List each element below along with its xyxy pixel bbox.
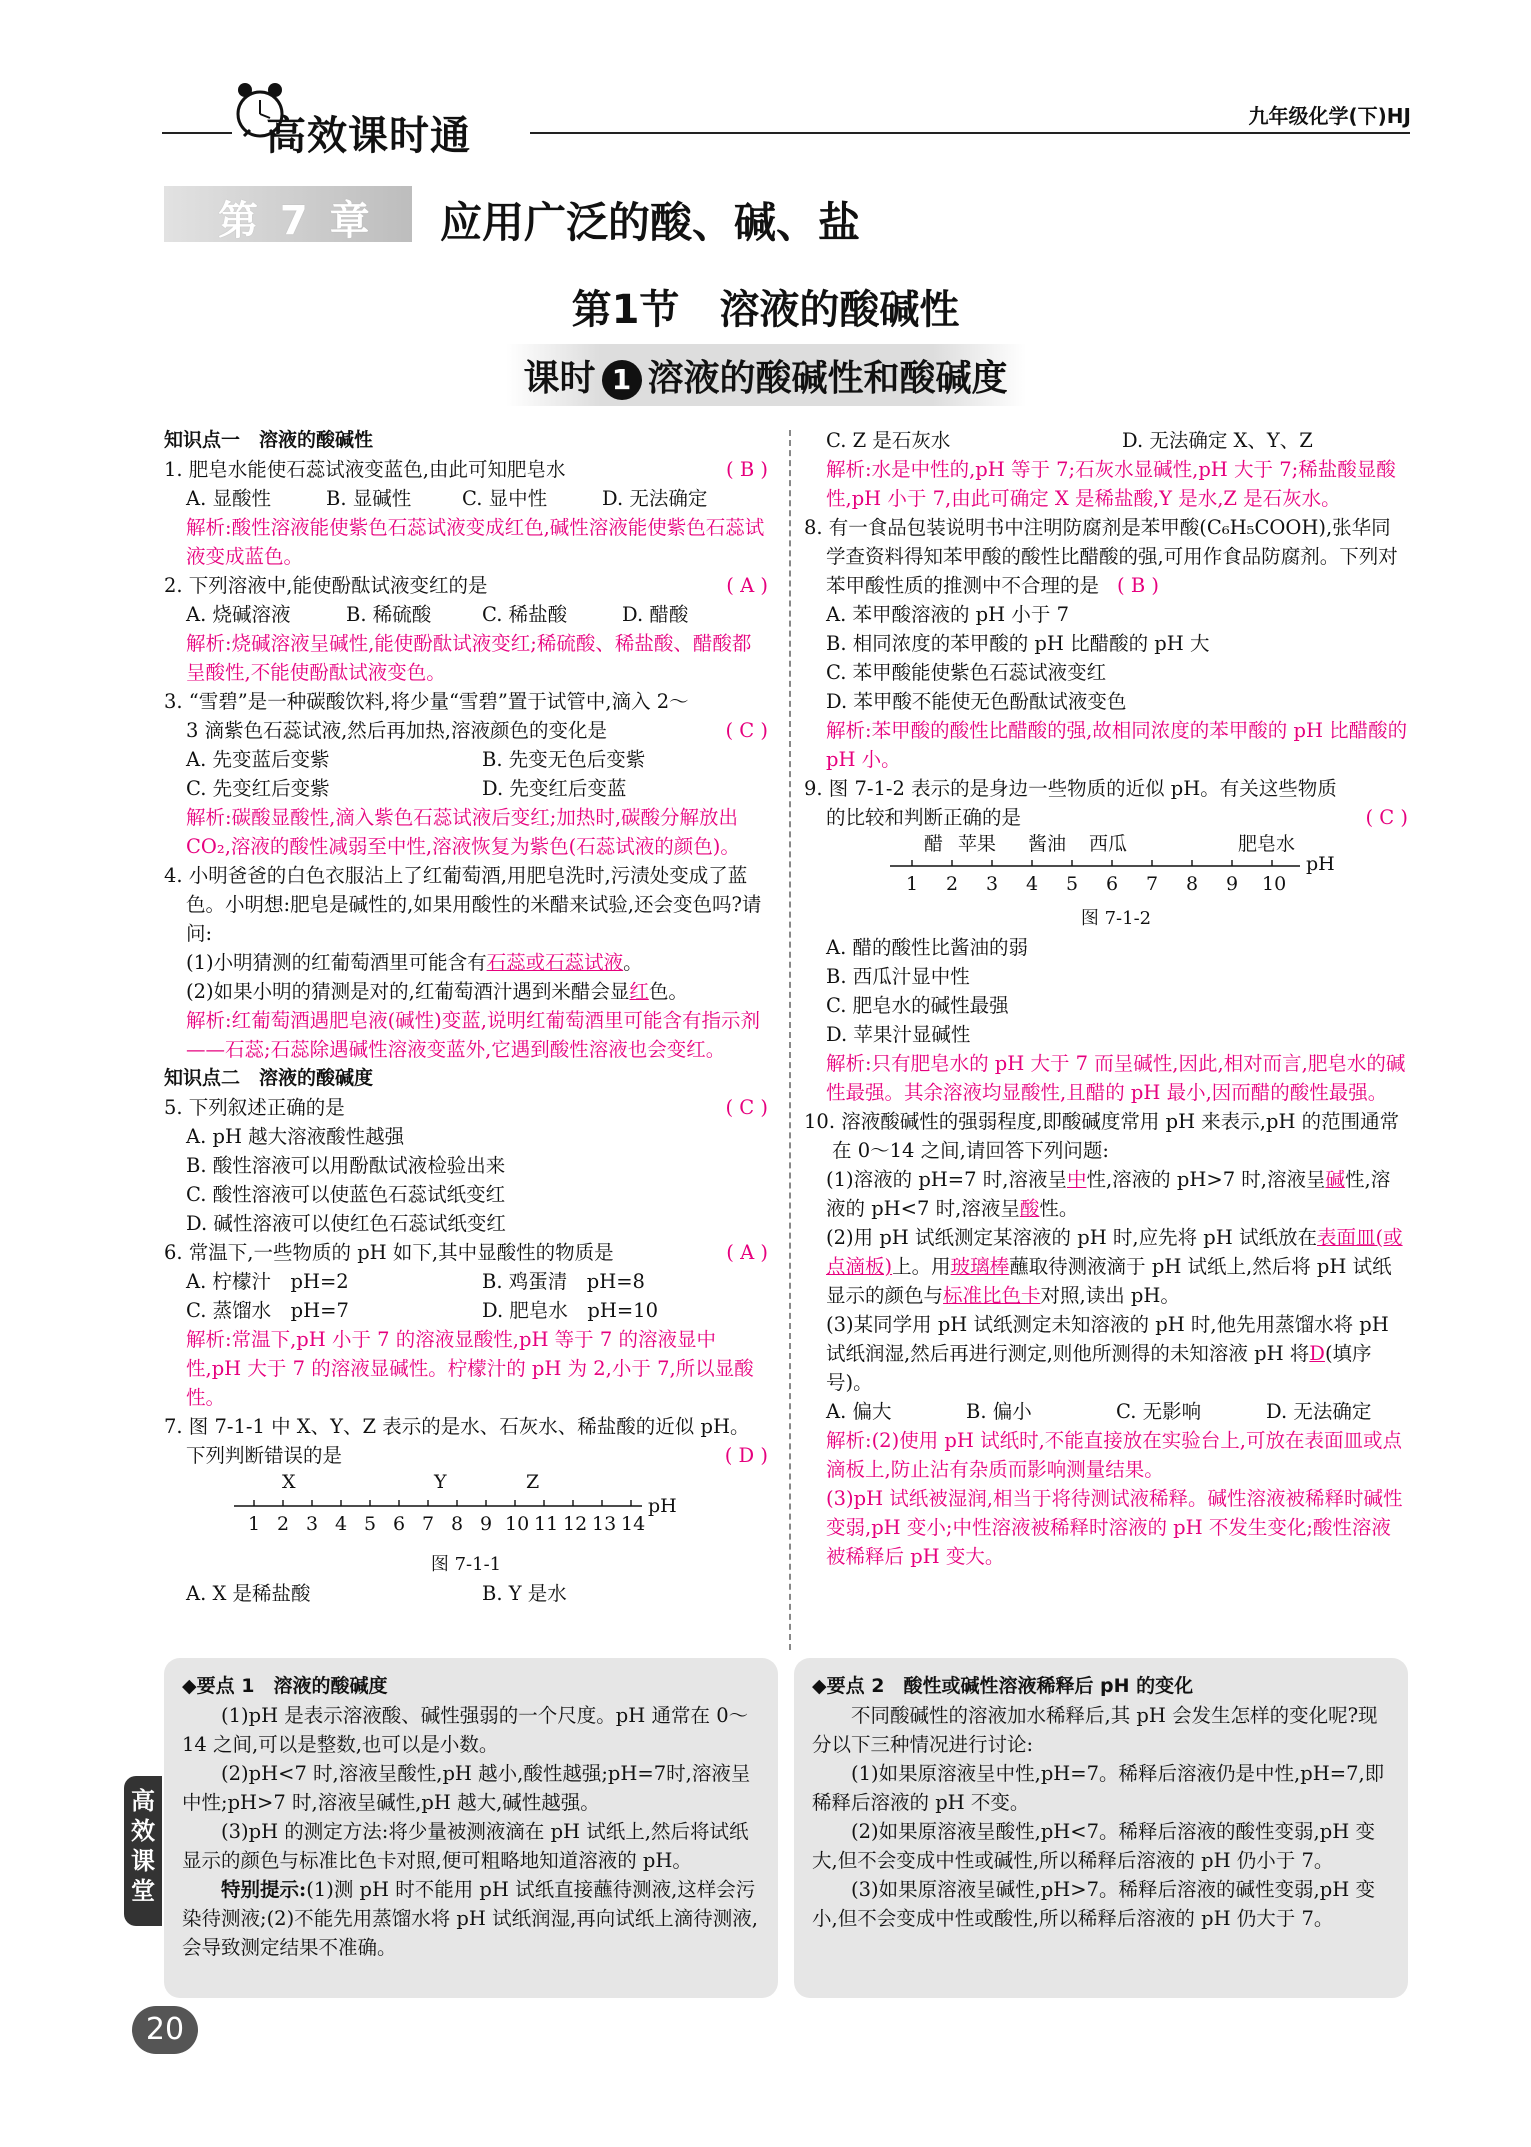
explanation-10: 解析:(2)使用 pH 试纸时,不能直接放在实验台上,可放在表面皿或点滴板上,防止沾有杂质而影响测量结果。 xyxy=(826,1429,1402,1481)
lesson-name: 溶液的酸碱性和酸碱度 xyxy=(647,358,1008,399)
page-number: 20 xyxy=(132,2006,198,2054)
figure-caption-7-1-2: 图 7-1-2 xyxy=(1080,908,1152,929)
question-3: 3. “雪碧”是一种碳酸饮料,将少量“雪碧”置于试管中,滴入 2～ xyxy=(164,690,689,713)
knowledge-point-2: 知识点二 溶液的酸碱度 xyxy=(164,1067,374,1089)
explanation-7: 解析:水是中性的,pH 等于 7;石灰水显碱性,pH 大于 7;稀盐酸显酸性,pH 小于 7,由此可确定 X 是稀盐酸,Y 是水,Z 是石灰水。 xyxy=(826,458,1396,510)
figure-caption-7-1-1: 图 7-1-1 xyxy=(430,1554,502,1575)
explanation-8: 解析:苯甲酸的酸性比醋酸的强,故相同浓度的苯甲酸的 pH 比醋酸的 pH 小。 xyxy=(826,719,1408,771)
key-point-2-title: ◆要点 2 酸性或碱性溶液稀释后 pH 的变化 xyxy=(812,1675,1194,1697)
knowledge-point-1: 知识点一 溶液的酸碱性 xyxy=(164,429,374,451)
explanation-2: 解析:烧碱溶液呈碱性,能使酚酞试液变红;稀硫酸、稀盐酸、醋酸都呈酸性,不能使酚酞试液变色。 xyxy=(186,632,752,684)
chapter-number: 第 7 章 xyxy=(218,198,374,244)
brand-logo: 高效课时通 xyxy=(266,113,471,159)
question-8: 8. 有一食品包装说明书中注明防腐剂是苯甲酸(C₆H₅COOH),张华同学查资料得知苯甲酸的酸性比醋酸的强,可用作食品防腐剂。下列对苯甲酸性质的推测中不合理的是 ( B ) xyxy=(804,516,1398,597)
question-9: 9. 图 7-1-2 表示的是身边一些物质的近似 pH。有关这些物质 xyxy=(804,777,1337,800)
question-10: 10. 溶液酸碱性的强弱程度,即酸碱度常用 pH 来表示,pH 的范围通常在 0～14 之间,请回答下列问题: xyxy=(804,1110,1400,1162)
options-2: A. 烧碱溶液 B. 稀硫酸 C. 稀盐酸 D. 醋酸 xyxy=(186,603,689,626)
explanation-9: 解析:只有肥皂水的 pH 大于 7 而呈碱性,因此,相对而言,肥皂水的碱性最强。其余溶液均显酸性,且醋的 pH 最小,因而醋的酸性最强。 xyxy=(826,1052,1406,1104)
options-1: A. 显酸性 B. 显碱性 C. 显中性 D. 无法确定 xyxy=(186,487,708,510)
explanation-3: 解析:碳酸显酸性,滴入紫色石蕊试液后变红;加热时,碳酸分解放出 CO₂,溶液的酸性减弱至中性,溶液恢复为紫色(石蕊试液的颜色)。 xyxy=(186,806,740,858)
figure-7-1-1: X Y Z 1 2 3 4 5 6 7 8 9 10 11 12 13 14 pH xyxy=(164,1470,768,1558)
options-3: A. 先变蓝后变紫 B. 先变无色后变紫 xyxy=(186,748,646,771)
question-1: 1. 肥皂水能使石蕊试液变蓝色,由此可知肥皂水 ( B ) xyxy=(164,455,768,484)
fig2-tick-labels: 1 2 3 4 5 6 7 8 9 10 xyxy=(906,873,1287,895)
fill-answer-4-2: 红 xyxy=(629,980,649,1003)
question-2: 2. 下列溶液中,能使酚酞试液变红的是 ( A ) xyxy=(164,574,768,597)
chapter-title: 应用广泛的酸、碱、盐 xyxy=(440,198,861,247)
fill-answer-4-1: 石蕊或石蕊试液 xyxy=(486,951,624,974)
right-column: C. Z 是石灰水 D. 无法确定 X、Y、Z 解析:水是中性的,pH 等于 7;石灰水显碱性,pH 大于 7;稀盐酸显酸性,pH 小于 7,由此可确定 X 是稀盐酸,Y 是水,Z 是石灰水。 8. 有一食品包装说明书中注明防腐剂是苯甲酸(C₆H₅COOH),张华同学查资料得知苯甲酸的酸性比醋酸的强,可用作食品防腐剂。下列对苯甲酸性质的推测中不合理的是 ( B ) A. 苯甲酸溶液的 pH 小于 7 B. 相同浓度的苯甲酸的 pH 比醋酸的 pH 大 C. 苯甲酸能使紫色石蕊试液变红 D. 苯甲酸不能使无色酚酞试液变色 解析:苯甲酸的酸性比醋酸的强,故相同浓度的苯甲酸的 pH 比醋酸的 pH 小。 9. 图 7-1-2 表示的是身边一些物质的近似 pH。有关这些物质 的比较和判断正确的是 ( C ) 醋 苹果 酱油 西瓜 肥皂水 1 2 3 4 5 6 7 8 9 10 pH 图 7-1-2 A. 醋的酸性比酱油的弱 B. 西瓜汁显中性 C. 肥皂水的碱性最强 D. 苹果汁显碱性 解析:只有肥皂水的 pH 大于 7 而呈碱性,因此,相对而言,肥皂水的碱性最强。其余溶液均显酸性,且醋的 pH 最小,因而醋的酸性最强。 10. 溶液酸碱性的强弱程度,即酸碱度常用 pH 来表示,pH 的范围通常在 0～14 之间,请回答下列问题: (1)溶液的 pH=7 时,溶液呈中性,溶液的 pH>7 时,溶液呈碱性,溶液的 pH<7 时,溶液呈酸性。 (2)用 pH 试纸测定某溶液的 pH 时,应先将 pH 试纸放在表面皿(或点滴板)上。用玻璃棒蘸取待测液滴于 pH 试纸上,然后将 pH 试纸显示的颜色与标准比色卡对照,读出 pH。 (3)某同学用 pH 试纸测定未知溶液的 pH 时,他先用蒸馏水将 pH 试纸润湿,然后再进行测定,则他所测得的未知溶液 pH 将D(填序号)。 A. 偏大 B. 偏小 C. 无影响 D. 无法确定 解析:(2)使用 pH 试纸时,不能直接放在实验台上,可放在表面皿或点滴板上,防止沾有杂质而影响测量结果。 (3)pH 试纸被湿润,相当于将待测试液稀释。碱性溶液被稀释时碱性变弱,pH 变小;中性溶液被稀释时溶液的 pH 不发生变化;酸性溶液被稀释后 pH 变大。 xyxy=(804,429,1408,1568)
lesson-title xyxy=(0,350,1531,401)
question-4: 4. 小明爸爸的白色衣服沾上了红葡萄酒,用肥皂洗时,污渍处变成了蓝色。小明想:肥皂是碱性的,如果用酸性的米醋来试验,还会变色吗?请问: xyxy=(164,864,762,945)
figure-7-1-2: 醋 苹果 酱油 西瓜 肥皂水 1 2 3 4 5 6 7 8 9 10 pH xyxy=(804,832,1408,914)
lesson-number-badge: 1 xyxy=(602,360,642,400)
lesson-label: 课时 xyxy=(523,358,596,399)
explanation-4: 解析:红葡萄酒遇肥皂液(碱性)变蓝,说明红葡萄酒里可能含有指示剂——石蕊;石蕊除遇碱性溶液变蓝外,它遇到酸性溶液也会变红。 xyxy=(186,1009,760,1061)
grade-label: 九年级化学(下)HJ xyxy=(1248,104,1411,128)
explanation-6: 解析:常温下,pH 小于 7 的溶液显酸性,pH 等于 7 的溶液显中性,pH 大于 7 的溶液显碱性。柠檬汁的 pH 为 2,小于 7,所以显酸性。 xyxy=(186,1328,754,1409)
question-7: 7. 图 7-1-1 中 X、Y、Z 表示的是水、石灰水、稀盐酸的近似 pH。 xyxy=(164,1415,750,1438)
side-tab: 高效课堂 xyxy=(124,1776,162,1926)
question-6: 6. 常温下,一些物质的 pH 如下,其中显酸性的物质是 ( A ) xyxy=(164,1241,768,1264)
column-divider xyxy=(789,430,791,1650)
key-point-1-title: ◆要点 1 溶液的酸碱度 xyxy=(182,1675,388,1697)
answer-1: ( B ) xyxy=(726,458,768,481)
header-rule-right xyxy=(530,132,1410,134)
header-rule-left xyxy=(162,132,232,134)
explanation-1: 解析:酸性溶液能使紫色石蕊试液变成红色,碱性溶液能使紫色石蕊试液变成蓝色。 xyxy=(186,516,765,568)
question-5: 5. 下列叙述正确的是 ( C ) xyxy=(164,1096,768,1119)
left-column: 知识点一 溶液的酸碱性 1. 肥皂水能使石蕊试液变蓝色,由此可知肥皂水 ( B ) A. 显酸性 B. 显碱性 C. 显中性 D. 无法确定 解析:酸性溶液能使紫色石蕊试液变成红色,碱性溶液能使紫色石蕊试液变成蓝色。 2. 下列溶液中,能使酚酞试液变红的是 ( A ) A. 烧碱溶液 B. 稀硫酸 C. 稀盐酸 D. 醋酸 解析:烧碱溶液呈碱性,能使酚酞试液变红;稀硫酸、稀盐酸、醋酸都呈酸性,不能使酚酞试液变色。 3. “雪碧”是一种碳酸饮料,将少量“雪碧”置于试管中,滴入 2～ 3 滴紫色石蕊试液,然后再加热,溶液颜色的变化是 ( C ) A. 先变蓝后变紫 B. 先变无色后变紫 C. 先变红后变紫 D. 先变红后变蓝 解析:碳酸显酸性,滴入紫色石蕊试液后变红;加热时,碳酸分解放出 CO₂,溶液的酸性减弱至中性,溶液恢复为紫色(石蕊试液的颜色)。 4. 小明爸爸的白色衣服沾上了红葡萄酒,用肥皂洗时,污渍处变成了蓝色。小明想:肥皂是碱性的,如果用酸性的米醋来试验,还会变色吗?请问: (1)小明猜测的红葡萄酒里可能含有石蕊或石蕊试液。 (2)如果小明的猜测是对的,红葡萄酒汁遇到米醋会显红色。 解析:红葡萄酒遇肥皂液(碱性)变蓝,说明红葡萄酒里可能含有指示剂——石蕊;石蕊除遇碱性溶液变蓝外,它遇到酸性溶液也会变红。 知识点二 溶液的酸碱度 5. 下列叙述正确的是 ( C ) A. pH 越大溶液酸性越强 B. 酸性溶液可以用酚酞试液检验出来 C. 酸性溶液可以使蓝色石蕊试纸变红 D. 碱性溶液可以使红色石蕊试纸变红 6. 常温下,一些物质的 pH 如下,其中显酸性的物质是 ( A ) A. 柠檬汁 pH=2 B. 鸡蛋清 pH=8 C. 蒸馏水 pH=7 D. 肥皂水 pH=10 解析:常温下,pH 小于 7 的溶液显酸性,pH 等于 7 的溶液显中性,pH 大于 7 的溶液显碱性。柠檬汁的 pH 为 2,小于 7,所以显酸性。 7. 图 7-1-1 中 X、Y、Z 表示的是水、石灰水、稀盐酸的近似 pH。 下列判断错误的是 ( D ) X Y Z 1 2 3 4 5 6 7 8 9 10 11 12 13 14 pH 图 7-1-1 A. X 是稀盐酸 B. Y 是水 xyxy=(164,426,768,1608)
section-title: 第1节 溶液的酸碱性 xyxy=(571,287,960,333)
fig1-tick-labels: 1 2 3 4 5 6 7 8 9 10 11 12 13 14 xyxy=(248,1513,646,1535)
